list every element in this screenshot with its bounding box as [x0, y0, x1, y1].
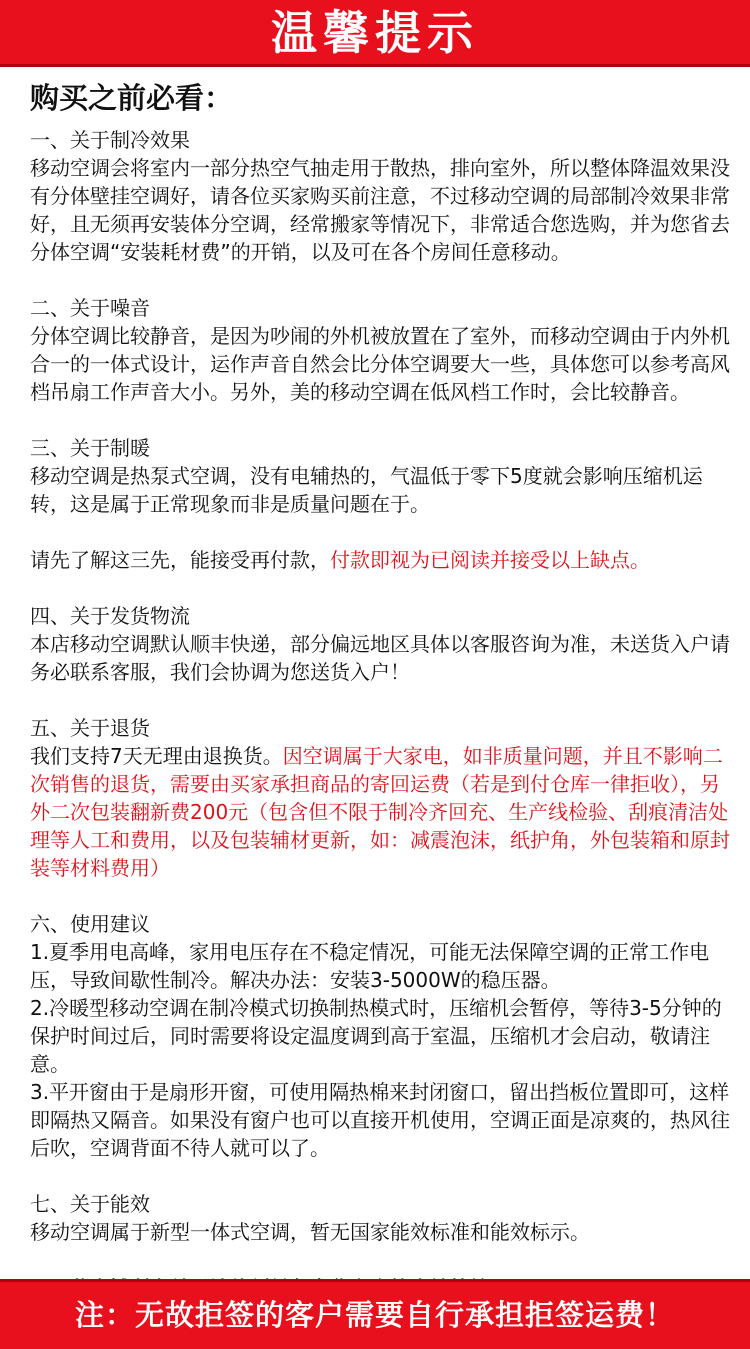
section-title: 二、关于噪音 [30, 296, 150, 320]
section-body: 移动空调属于新型一体式空调，暂无国家能效标准和能效标示。 [30, 1220, 590, 1244]
section-body: 分体空调比较静音，是因为吵闹的外机被放置在了室外，而移动空调由于内外机合一的一体式设计，运作声音自然会比分体空调要大一些，具体您可以参考高风档吊扇工作声音大小。另外，美的移动空调在低风档工作时，会比较静音。 [30, 324, 730, 404]
returns-plain: 我们支持7天无理由退换货。 [30, 744, 283, 768]
section-usage [30, 910, 730, 1162]
section-title: 五、关于退货 [30, 716, 150, 740]
returns-highlight: 因空调属于大家电，如非质量问题，并且不影响二次销售的退货，需要由买家承担商品的寄回运费（若是到付仓库一律拒收），另外二次包装翻新费200元（包含但不限于制冷齐回充、生产线检验、刮痕清洁处理等人工和费用，以及包装辅材更新，如：减震泡沫，纸护角，外包装箱和原封装等材料费用） [30, 744, 730, 880]
section-returns [30, 714, 730, 882]
footer-banner [0, 1279, 750, 1349]
section-body: 移动空调是热泵式空调，没有电辅热的，气温低于零下5度就会影响压缩机运转，这是属于正常现象而非是质量问题在于。 [30, 464, 703, 516]
notice-plain: 请先了解这三先，能接受再付款， [30, 548, 330, 572]
section-title: 六、使用建议 [30, 912, 150, 936]
section-title: 三、关于制暖 [30, 436, 150, 460]
section-title: 四、关于发货物流 [30, 604, 190, 628]
payment-notice [30, 546, 730, 574]
intro-heading: 购买之前必看： [30, 81, 234, 115]
notice-content [30, 78, 730, 1330]
section-cooling [30, 126, 730, 266]
section-heating [30, 434, 730, 518]
section-body [30, 742, 730, 882]
header-banner [0, 0, 750, 67]
footer-note: 注：无故拒签的客户需要自行承担拒签运费！ [74, 1298, 675, 1332]
section-title: 七、关于能效 [30, 1192, 150, 1216]
section-shipping [30, 602, 730, 686]
notice-text [30, 546, 730, 574]
usage-item: 1.夏季用电高峰，家用电压存在不稳定情况，可能无法保障空调的正常工作电压，导致间歇性制冷。解决办法：安装3-5000W的稳压器。 [30, 940, 710, 992]
page-title: 温馨提示 [271, 6, 479, 60]
section-noise [30, 294, 730, 406]
usage-item: 3.平开窗由于是扇形开窗，可使用隔热棉来封闭窗口，留出挡板位置即可，这样即隔热又隔音。如果没有窗户也可以直接开机使用，空调正面是凉爽的，热风往后吹，空调背面不待人就可以了。 [30, 1080, 730, 1160]
section-body: 本店移动空调默认顺丰快递，部分偏远地区具体以客服咨询为准，未送货入户请务必联系客服，我们会协调为您送货入户！ [30, 632, 730, 684]
notice-highlight: 付款即视为已阅读并接受以上缺点。 [330, 548, 650, 572]
section-efficiency [30, 1190, 730, 1246]
section-body: 移动空调会将室内一部分热空气抽走用于散热，排向室外，所以整体降温效果没有分体壁挂空调好，请各位买家购买前注意，不过移动空调的局部制冷效果非常好，且无须再安装体分空调，经常搬家等情况下，非常适合您选购，并为您省去分体空调“安装耗材费”的开销，以及可在各个房间任意移动。 [30, 156, 730, 264]
usage-item: 2.冷暖型移动空调在制冷模式切换制热模式时，压缩机会暂停，等待3-5分钟的保护时间过后，同时需要将设定温度调到高于室温，压缩机才会启动，敬请注意。 [30, 996, 722, 1076]
section-title: 一、关于制冷效果 [30, 128, 190, 152]
